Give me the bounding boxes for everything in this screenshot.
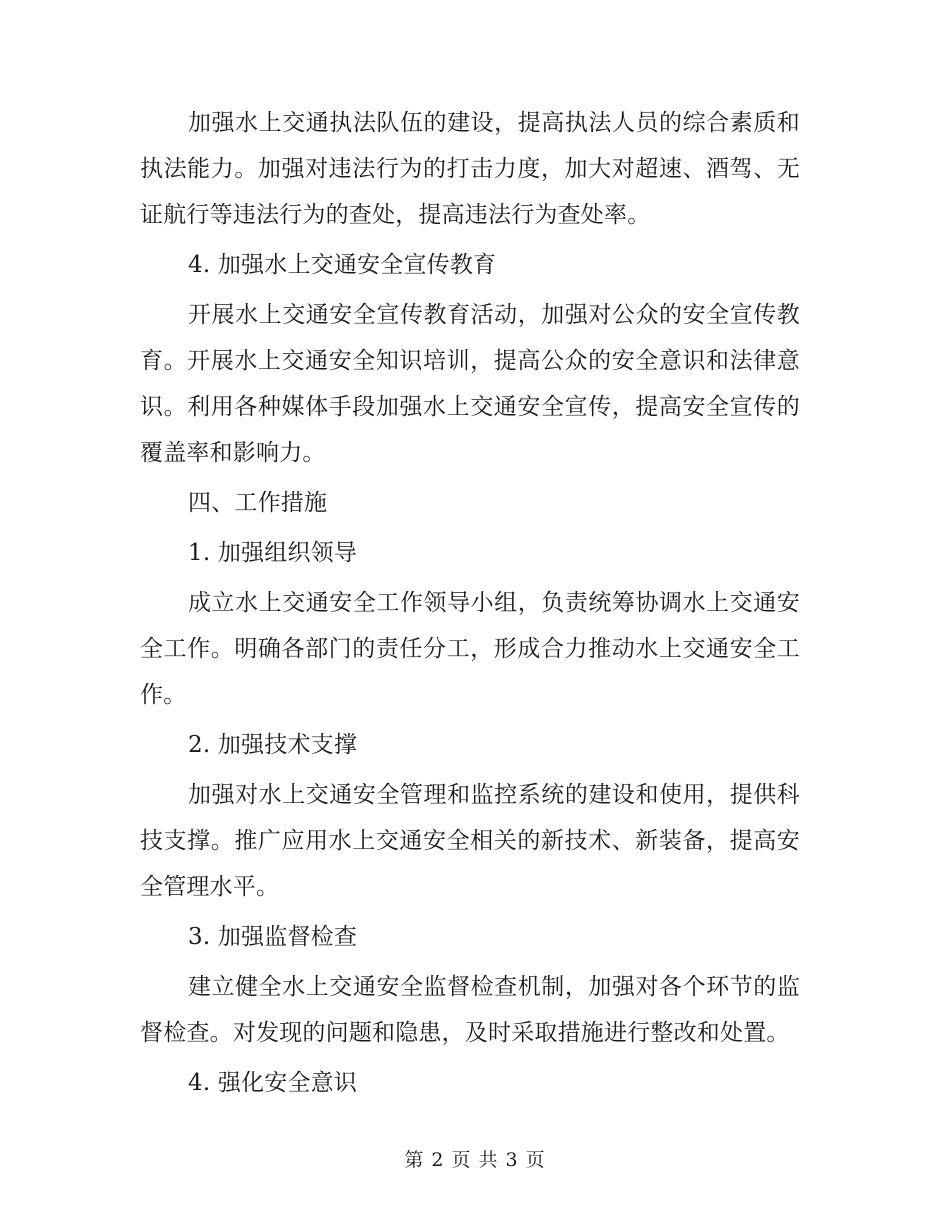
heading-supervision-inspection: 3. 加强监督检查 — [188, 924, 358, 950]
page-number-footer: 第 2 页 共 3 页 — [404, 1149, 546, 1171]
heading-work-measures: 四、工作措施 — [188, 490, 328, 516]
heading-safety-education: 4. 加强水上交通安全宣传教育 — [188, 252, 497, 278]
heading-organization-leadership: 1. 加强组织领导 — [188, 540, 358, 566]
paragraph-technical-support: 加强对水上交通安全管理和监控系统的建设和使用，提供科技支撑。推广应用水上交通安全相关的新技术、新装备，提高安全管理水平。 — [140, 782, 800, 900]
paragraph-enforcement: 加强水上交通执法队伍的建设，提高执法人员的综合素质和执法能力。加强对违法行为的打击力度，加大对超速、酒驾、无证航行等违法行为的查处，提高违法行为查处率。 — [140, 110, 800, 228]
heading-technical-support: 2. 加强技术支撑 — [188, 732, 358, 758]
paragraph-safety-education: 开展水上交通安全宣传教育活动，加强对公众的安全宣传教育。开展水上交通安全知识培训，提高公众的安全意识和法律意识。利用各种媒体手段加强水上交通安全宣传，提高安全宣传的覆盖率和影响力。 — [140, 302, 800, 466]
heading-safety-awareness: 4. 强化安全意识 — [188, 1070, 358, 1096]
paragraph-supervision-inspection: 建立健全水上交通安全监督检查机制，加强对各个环节的监督检查。对发现的问题和隐患，及时采取措施进行整改和处置。 — [140, 974, 800, 1046]
document-body — [140, 100, 800, 1110]
paragraph-organization-leadership: 成立水上交通安全工作领导小组，负责统筹协调水上交通安全工作。明确各部门的责任分工，形成合力推动水上交通安全工作。 — [140, 590, 800, 708]
